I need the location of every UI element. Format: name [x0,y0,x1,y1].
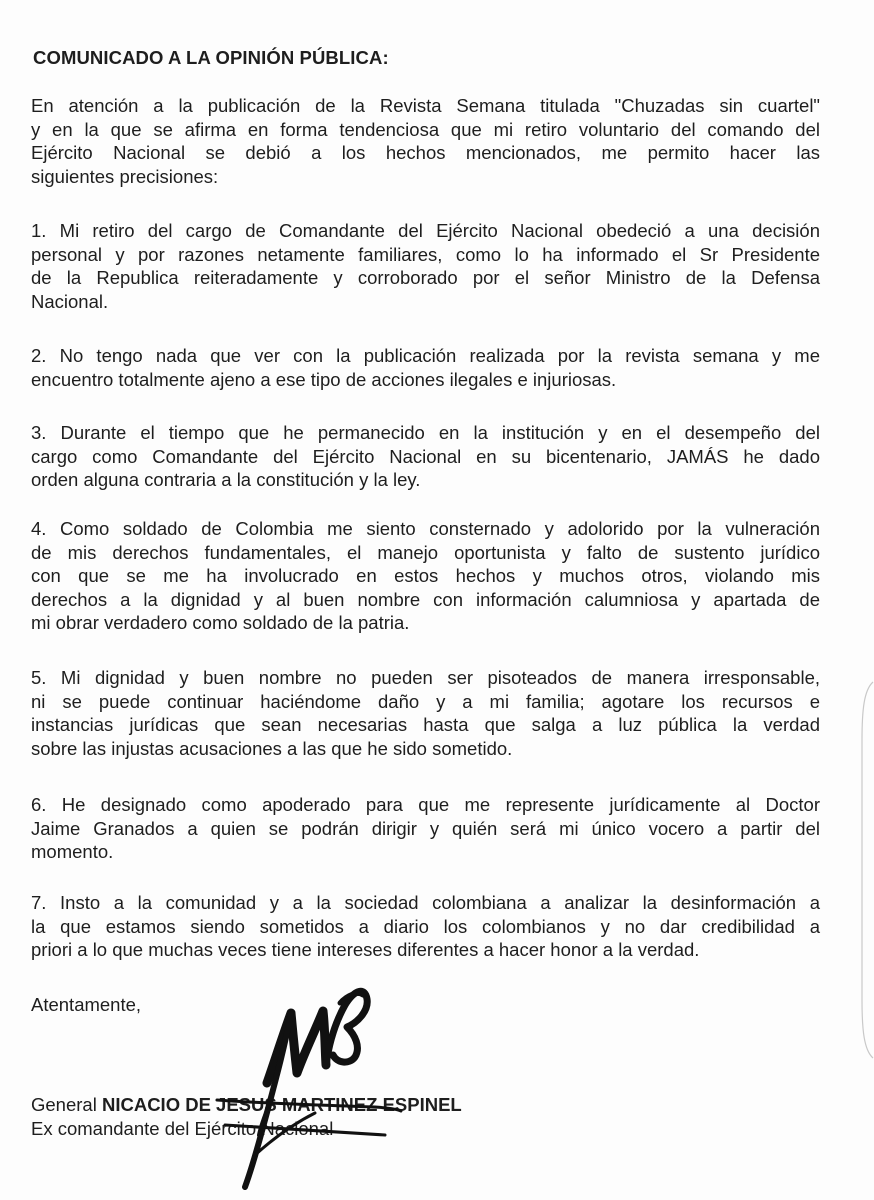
text-line: 7. Insto a la comunidad y a la sociedad colombiana a analizar la desinformación a [31,892,820,913]
text-line: 3. Durante el tiempo que he permanecido en la institución y en el desempeño del [31,422,820,443]
text-line: 1. Mi retiro del cargo de Comandante del Ejército Nacional obedeció a una decisión [31,220,820,241]
signer-name: NICACIO DE JESUS MARTINEZ ESPINEL [101,1094,462,1115]
page-edge-shadow [860,680,874,1060]
text-line: Nacional. [31,290,109,312]
point-4 [31,517,820,635]
text-line: orden alguna contraria a la constitución y la ley. [31,469,421,491]
text-line: mi obrar verdadero como soldado de la patria. [31,612,410,634]
handwritten-signature [205,965,405,1195]
signer-rank: General [31,1094,97,1115]
text-line: Ejército Nacional se debió a los hechos mencionados, me permito hacer las [31,142,820,164]
point-2 [31,344,820,391]
text-line: sobre las injustas acusaciones a las que he sido sometido. [31,737,513,759]
text-line: priori a lo que muchas veces tiene intereses diferentes a hacer honor a la verdad. [31,939,700,961]
point-6 [31,793,820,864]
text-line: la que estamos siendo sometidos a diario los colombianos y no dar credibilidad a [31,915,820,937]
signature-stroke [267,1011,326,1083]
text-line: de mis derechos fundamentales, el manejo oportunista y falto de sustento jurídico [31,541,820,563]
intro-paragraph [31,94,820,188]
text-line: personal y por razones netamente familiares, como lo ha informado el Sr Presidente [31,243,820,265]
text-line: de la Republica reiteradamente y corroborado por el señor Ministro de la Defensa [31,267,820,289]
text-line: 6. He designado como apoderado para que me represente jurídicamente al Doctor [31,794,820,815]
text-line: instancias jurídicas que sean necesarias hasta que salga a luz pública la verdad [31,714,820,736]
text-line: derechos a la dignidad y al buen nombre con información calumniosa y apartada de [31,588,820,610]
signer-line [31,1093,462,1117]
document-title: COMUNICADO A LA OPINIÓN PÚBLICA: [33,47,389,68]
text-line: 4. Como soldado de Colombia me siento consternado y adolorido por la vulneración [31,518,820,539]
signer-title: Ex comandante del Ejército Nacional [31,1118,334,1139]
signature-stroke [340,993,363,1003]
closing-salutation: Atentamente, [31,994,142,1015]
point-7 [31,891,820,962]
text-line: siguientes precisiones: [31,165,219,187]
text-line: ni se puede continuar haciéndome daño y a mi familia; agotare los recursos e [31,690,820,712]
text-line: Jaime Granados a quien se podrán dirigir y quién será mi único vocero a partir del [31,817,820,839]
text-line: con que se me ha involucrado en estos hechos y muchos otros, violando mis [31,565,820,587]
text-line: 2. No tengo nada que ver con la publicación realizada por la revista semana y me [31,345,820,366]
signer-block [31,1093,462,1141]
text-line: encuentro totalmente ajeno a ese tipo de acciones ilegales e injuriosas. [31,368,617,390]
text-line: En atención a la publicación de la Revista Semana titulada "Chuzadas sin cuartel" [31,95,820,116]
point-1 [31,219,820,313]
text-line: 5. Mi dignidad y buen nombre no pueden ser pisoteados de manera irresponsable, [31,667,820,688]
signature-stroke [326,991,367,1065]
text-line: momento. [31,841,114,863]
text-line: cargo como Comandante del Ejército Nacional en su bicentenario, JAMÁS he dado [31,445,820,467]
point-5 [31,666,820,760]
text-line: y en la que se afirma en forma tendenciosa que mi retiro voluntario del comando del [31,118,820,140]
point-3 [31,421,820,492]
